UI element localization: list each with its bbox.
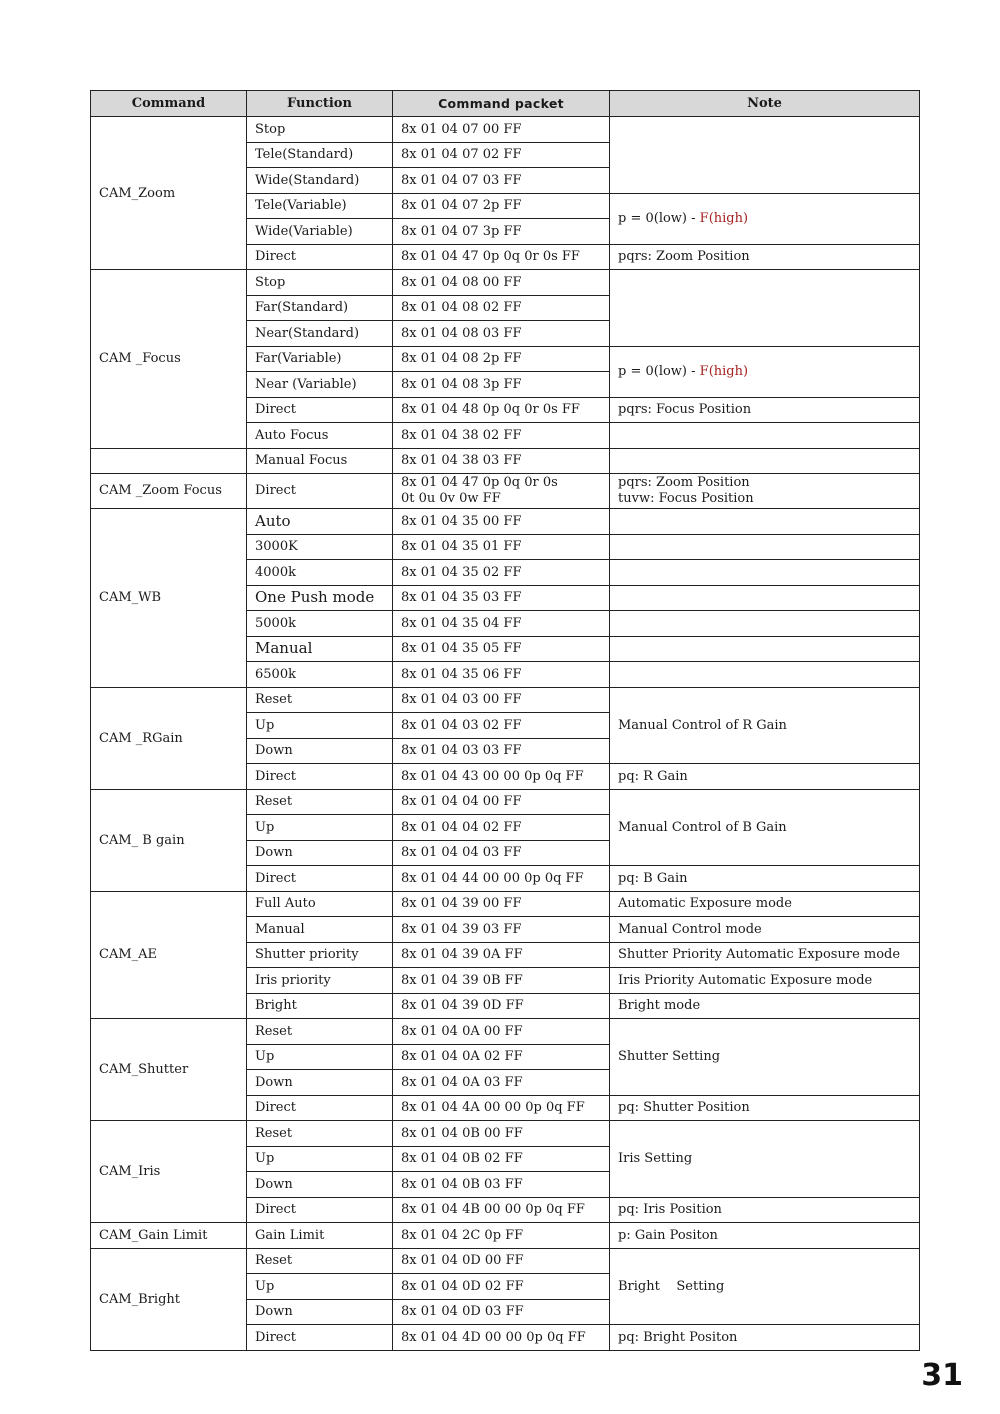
command-cell: CAM _RGain — [91, 687, 247, 789]
function-cell: Reset — [247, 1248, 393, 1274]
function-cell: 5000k — [247, 611, 393, 637]
function-cell: Near (Variable) — [247, 372, 393, 398]
command-table — [90, 90, 920, 1351]
header-note: Note — [610, 91, 920, 117]
packet-cell: 8x 01 04 4A 00 00 0p 0q FF — [393, 1095, 610, 1121]
function-cell: Direct — [247, 866, 393, 892]
command-cell: CAM_Gain Limit — [91, 1223, 247, 1249]
function-cell: Manual — [247, 636, 393, 662]
packet-cell: 8x 01 04 0A 00 FF — [393, 1019, 610, 1045]
function-cell: Far(Variable) — [247, 346, 393, 372]
note-cell: pq: R Gain — [610, 764, 920, 790]
note-cell: Bright Setting — [610, 1248, 920, 1325]
note-cell — [610, 611, 920, 637]
function-cell: Reset — [247, 789, 393, 815]
function-cell: Direct — [247, 1325, 393, 1351]
packet-cell: 8x 01 04 07 2p FF — [393, 193, 610, 219]
function-cell: Stop — [247, 270, 393, 296]
note-cell: Iris Priority Automatic Exposure mode — [610, 968, 920, 994]
note-cell: pq: Shutter Position — [610, 1095, 920, 1121]
packet-cell: 8x 01 04 39 0B FF — [393, 968, 610, 994]
packet-cell: 8x 01 04 03 02 FF — [393, 713, 610, 739]
note-cell — [610, 448, 920, 474]
packet-cell: 8x 01 04 35 04 FF — [393, 611, 610, 637]
function-cell: Auto — [247, 509, 393, 535]
packet-cell: 8x 01 04 0D 03 FF — [393, 1299, 610, 1325]
function-cell: Tele(Variable) — [247, 193, 393, 219]
table-row — [91, 1248, 920, 1274]
function-cell: 6500k — [247, 662, 393, 688]
function-cell: Up — [247, 1146, 393, 1172]
function-cell: Down — [247, 1172, 393, 1198]
function-cell: Down — [247, 1070, 393, 1096]
packet-cell: 8x 01 04 39 03 FF — [393, 917, 610, 943]
packet-cell: 8x 01 04 39 0D FF — [393, 993, 610, 1019]
note-cell — [610, 474, 920, 509]
note-line-1: pqrs: Zoom Position — [618, 475, 750, 490]
note-cell — [610, 534, 920, 560]
table-row — [91, 1019, 920, 1045]
table-row — [91, 448, 920, 474]
function-cell: Bright — [247, 993, 393, 1019]
table-row — [91, 474, 920, 509]
packet-cell: 8x 01 04 38 03 FF — [393, 448, 610, 474]
table-row — [91, 789, 920, 815]
note-cell — [610, 423, 920, 449]
packet-cell: 8x 01 04 0B 00 FF — [393, 1121, 610, 1147]
table-row — [91, 1223, 920, 1249]
command-cell: CAM_Shutter — [91, 1019, 247, 1121]
function-cell: 4000k — [247, 560, 393, 586]
table-row — [91, 117, 920, 143]
note-cell: pq: Iris Position — [610, 1197, 920, 1223]
command-cell: CAM_Zoom — [91, 117, 247, 270]
packet-cell: 8x 01 04 35 05 FF — [393, 636, 610, 662]
function-cell: Wide(Standard) — [247, 168, 393, 194]
table-row — [91, 270, 920, 296]
page-number: 31 — [921, 1358, 963, 1393]
function-cell: Down — [247, 840, 393, 866]
packet-cell: 8x 01 04 44 00 00 0p 0q FF — [393, 866, 610, 892]
packet-cell: 8x 01 04 48 0p 0q 0r 0s FF — [393, 397, 610, 423]
note-cell — [610, 117, 920, 194]
note-cell: Iris Setting — [610, 1121, 920, 1198]
function-cell: Up — [247, 713, 393, 739]
note-cell — [610, 270, 920, 347]
note-cell: p: Gain Positon — [610, 1223, 920, 1249]
note-cell — [610, 662, 920, 688]
note-cell — [610, 560, 920, 586]
note-cell: pqrs: Zoom Position — [610, 244, 920, 270]
function-cell: Reset — [247, 1121, 393, 1147]
note-cell: Manual Control of R Gain — [610, 687, 920, 764]
table-row — [91, 687, 920, 713]
table-row — [91, 509, 920, 535]
note-line-2: tuvw: Focus Position — [618, 491, 754, 506]
command-cell: CAM _Zoom Focus — [91, 474, 247, 509]
packet-line-2: 0t 0u 0v 0w FF — [401, 491, 501, 506]
function-cell: Direct — [247, 764, 393, 790]
note-range-high: F(high) — [699, 211, 749, 226]
function-cell: Direct — [247, 1095, 393, 1121]
packet-cell: 8x 01 04 0A 02 FF — [393, 1044, 610, 1070]
note-cell — [610, 346, 920, 397]
packet-cell: 8x 01 04 03 00 FF — [393, 687, 610, 713]
function-cell: One Push mode — [247, 585, 393, 611]
packet-cell: 8x 01 04 35 02 FF — [393, 560, 610, 586]
function-cell: Iris priority — [247, 968, 393, 994]
note-range-high: F(high) — [699, 364, 749, 379]
packet-cell — [393, 474, 610, 509]
packet-cell: 8x 01 04 39 0A FF — [393, 942, 610, 968]
command-cell: CAM_WB — [91, 509, 247, 688]
packet-cell: 8x 01 04 47 0p 0q 0r 0s FF — [393, 244, 610, 270]
packet-cell: 8x 01 04 08 00 FF — [393, 270, 610, 296]
note-range-low: p = 0(low) - — [618, 211, 700, 226]
command-cell — [91, 448, 247, 474]
packet-cell: 8x 01 04 07 03 FF — [393, 168, 610, 194]
function-cell: Gain Limit — [247, 1223, 393, 1249]
packet-cell: 8x 01 04 39 00 FF — [393, 891, 610, 917]
packet-cell: 8x 01 04 07 02 FF — [393, 142, 610, 168]
packet-cell: 8x 01 04 4B 00 00 0p 0q FF — [393, 1197, 610, 1223]
note-cell: Shutter Setting — [610, 1019, 920, 1096]
function-cell: Down — [247, 738, 393, 764]
table-row — [91, 1121, 920, 1147]
packet-line-1: 8x 01 04 47 0p 0q 0r 0s — [401, 475, 558, 490]
packet-cell: 8x 01 04 4D 00 00 0p 0q FF — [393, 1325, 610, 1351]
function-cell: Up — [247, 1044, 393, 1070]
note-cell: Bright mode — [610, 993, 920, 1019]
note-cell: Manual Control mode — [610, 917, 920, 943]
packet-cell: 8x 01 04 08 3p FF — [393, 372, 610, 398]
note-cell: pqrs: Focus Position — [610, 397, 920, 423]
table-row — [91, 891, 920, 917]
function-cell: Auto Focus — [247, 423, 393, 449]
function-cell: Direct — [247, 474, 393, 509]
function-cell: Reset — [247, 687, 393, 713]
note-cell: pq: Bright Positon — [610, 1325, 920, 1351]
function-cell: Manual Focus — [247, 448, 393, 474]
function-cell: Direct — [247, 397, 393, 423]
packet-cell: 8x 01 04 43 00 00 0p 0q FF — [393, 764, 610, 790]
function-cell: Tele(Standard) — [247, 142, 393, 168]
note-range-low: p = 0(low) - — [618, 364, 700, 379]
function-cell: Down — [247, 1299, 393, 1325]
note-cell — [610, 585, 920, 611]
command-cell: CAM_AE — [91, 891, 247, 1019]
function-cell: Near(Standard) — [247, 321, 393, 347]
function-cell: Stop — [247, 117, 393, 143]
packet-cell: 8x 01 04 0A 03 FF — [393, 1070, 610, 1096]
packet-cell: 8x 01 04 0D 02 FF — [393, 1274, 610, 1300]
packet-cell: 8x 01 04 08 03 FF — [393, 321, 610, 347]
command-cell: CAM _Focus — [91, 270, 247, 449]
function-cell: Direct — [247, 244, 393, 270]
packet-cell: 8x 01 04 07 3p FF — [393, 219, 610, 245]
packet-cell: 8x 01 04 2C 0p FF — [393, 1223, 610, 1249]
packet-cell: 8x 01 04 0D 00 FF — [393, 1248, 610, 1274]
packet-cell: 8x 01 04 04 02 FF — [393, 815, 610, 841]
note-cell: Manual Control of B Gain — [610, 789, 920, 866]
packet-cell: 8x 01 04 03 03 FF — [393, 738, 610, 764]
header-packet: Command packet — [393, 91, 610, 117]
function-cell: Manual — [247, 917, 393, 943]
note-cell: Automatic Exposure mode — [610, 891, 920, 917]
function-cell: 3000K — [247, 534, 393, 560]
header-command: Command — [91, 91, 247, 117]
packet-cell: 8x 01 04 08 2p FF — [393, 346, 610, 372]
function-cell: Direct — [247, 1197, 393, 1223]
packet-cell: 8x 01 04 35 00 FF — [393, 509, 610, 535]
packet-cell: 8x 01 04 35 06 FF — [393, 662, 610, 688]
packet-cell: 8x 01 04 04 00 FF — [393, 789, 610, 815]
note-cell — [610, 193, 920, 244]
note-cell: Shutter Priority Automatic Exposure mode — [610, 942, 920, 968]
command-cell: CAM_ B gain — [91, 789, 247, 891]
packet-cell: 8x 01 04 35 03 FF — [393, 585, 610, 611]
packet-cell: 8x 01 04 07 00 FF — [393, 117, 610, 143]
function-cell: Up — [247, 1274, 393, 1300]
function-cell: Full Auto — [247, 891, 393, 917]
function-cell: Wide(Variable) — [247, 219, 393, 245]
header-function: Function — [247, 91, 393, 117]
packet-cell: 8x 01 04 0B 02 FF — [393, 1146, 610, 1172]
function-cell: Up — [247, 815, 393, 841]
command-cell: CAM_Bright — [91, 1248, 247, 1350]
command-cell: CAM_Iris — [91, 1121, 247, 1223]
packet-cell: 8x 01 04 04 03 FF — [393, 840, 610, 866]
packet-cell: 8x 01 04 08 02 FF — [393, 295, 610, 321]
function-cell: Far(Standard) — [247, 295, 393, 321]
note-cell — [610, 509, 920, 535]
packet-cell: 8x 01 04 38 02 FF — [393, 423, 610, 449]
function-cell: Reset — [247, 1019, 393, 1045]
note-cell: pq: B Gain — [610, 866, 920, 892]
header-row — [91, 91, 920, 117]
function-cell: Shutter priority — [247, 942, 393, 968]
packet-cell: 8x 01 04 35 01 FF — [393, 534, 610, 560]
packet-cell: 8x 01 04 0B 03 FF — [393, 1172, 610, 1198]
note-cell — [610, 636, 920, 662]
